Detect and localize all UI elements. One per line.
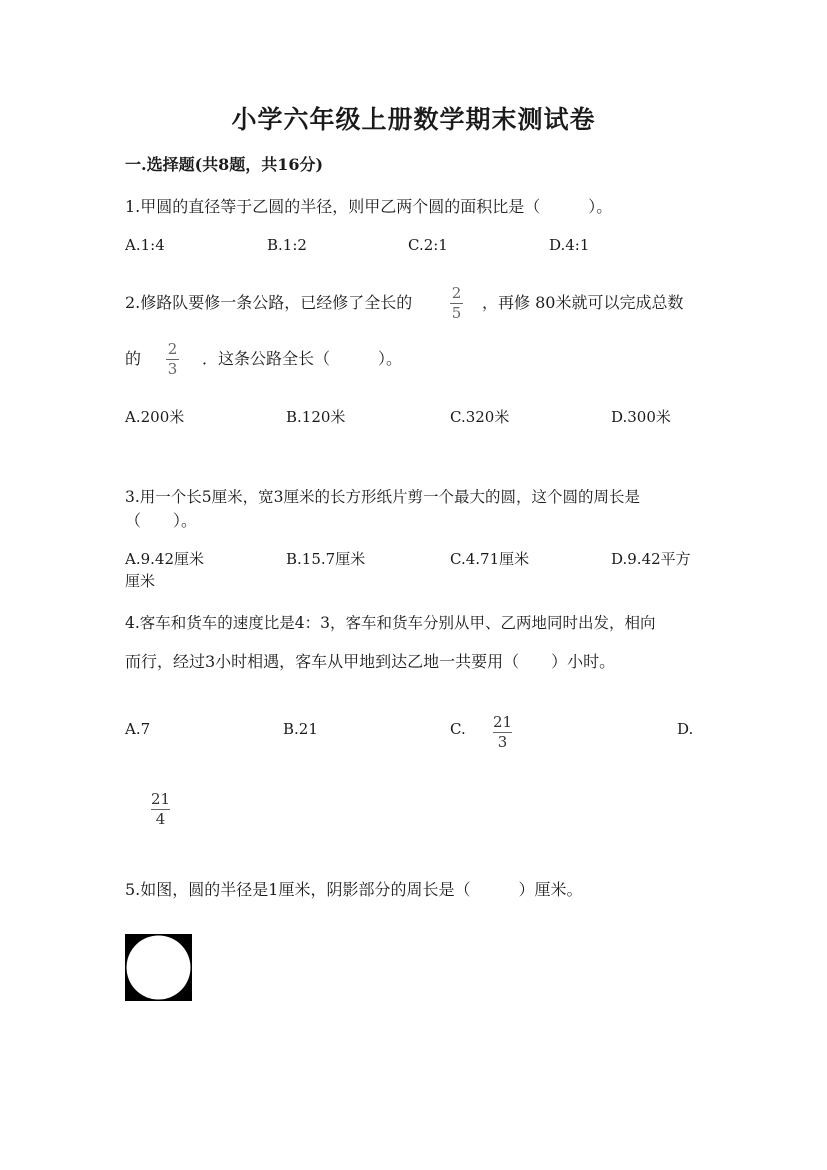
- q3-option-a: A.9.42厘米: [125, 550, 204, 568]
- q3-option-b: B.15.7厘米: [286, 550, 366, 568]
- q2-option-a: A.200米: [125, 408, 185, 426]
- q3-option-d: D.9.42平方: [611, 550, 691, 568]
- q4-option-c: C.: [450, 720, 466, 738]
- fraction-denominator: 5: [451, 304, 462, 322]
- q4-option-a: A.7: [125, 720, 151, 738]
- question-3-text-a: 3.用一个长5厘米，宽3厘米的长方形纸片剪一个最大的圆，这个圆的周长是: [125, 488, 641, 506]
- q2-option-c: C.320米: [450, 408, 510, 426]
- fraction-denominator: 4: [155, 810, 166, 828]
- q3-option-d-wrap: 厘米: [125, 572, 156, 590]
- q1-option-d: D.4:1: [549, 236, 590, 254]
- question-4-text-b: 而行，经过3小时相遇，客车从甲地到达乙地一共要用（ ）小时。: [125, 652, 616, 671]
- fraction-denominator: 3: [497, 733, 508, 751]
- section-heading: 一.选择题(共8题，共16分): [125, 155, 324, 174]
- q3-option-c: C.4.71厘米: [450, 550, 530, 568]
- fraction-numerator: 21: [151, 790, 171, 808]
- question-4-text-a: 4.客车和货车的速度比是4：3，客车和货车分别从甲、乙两地同时出发，相向: [125, 614, 656, 632]
- fraction-21-fourths: [151, 791, 170, 828]
- question-2-text-a: 2.修路队要修一条公路，已经修了全长的: [125, 293, 413, 312]
- fraction-numerator: 21: [493, 713, 513, 731]
- question-2-text-b: ，再修 80米就可以完成总数: [482, 293, 684, 312]
- shaded-square-with-circle-figure: [125, 934, 192, 1001]
- question-2-text-d: ．这条公路全长（ ）。: [202, 349, 403, 368]
- q4-option-b: B.21: [283, 720, 318, 738]
- fraction-numerator: 2: [451, 284, 462, 302]
- question-5-text: 5.如图，圆的半径是1厘米，阴影部分的周长是（ ）厘米。: [125, 880, 583, 899]
- q1-option-b: B.1:2: [267, 236, 307, 254]
- page-title: 小学六年级上册数学期末测试卷: [231, 105, 596, 134]
- question-3-text-b: （ ）。: [125, 511, 198, 530]
- fraction-two-fifths: [450, 285, 463, 322]
- question-1-text: 1.甲圆的直径等于乙圆的半径，则甲乙两个圆的面积比是（ ）。: [125, 197, 613, 216]
- fraction-numerator: 2: [167, 340, 178, 358]
- q1-option-a: A.1:4: [125, 236, 165, 254]
- q2-option-d: D.300米: [611, 408, 671, 426]
- fraction-denominator: 3: [167, 360, 178, 378]
- fraction-two-thirds: [166, 341, 179, 378]
- q4-option-d: D.: [677, 720, 694, 738]
- question-2-text-c: 的: [125, 349, 142, 368]
- q1-option-c: C.2:1: [408, 236, 448, 254]
- fraction-21-thirds: [493, 714, 512, 751]
- inner-circle: [127, 936, 191, 1000]
- q2-option-b: B.120米: [286, 408, 346, 426]
